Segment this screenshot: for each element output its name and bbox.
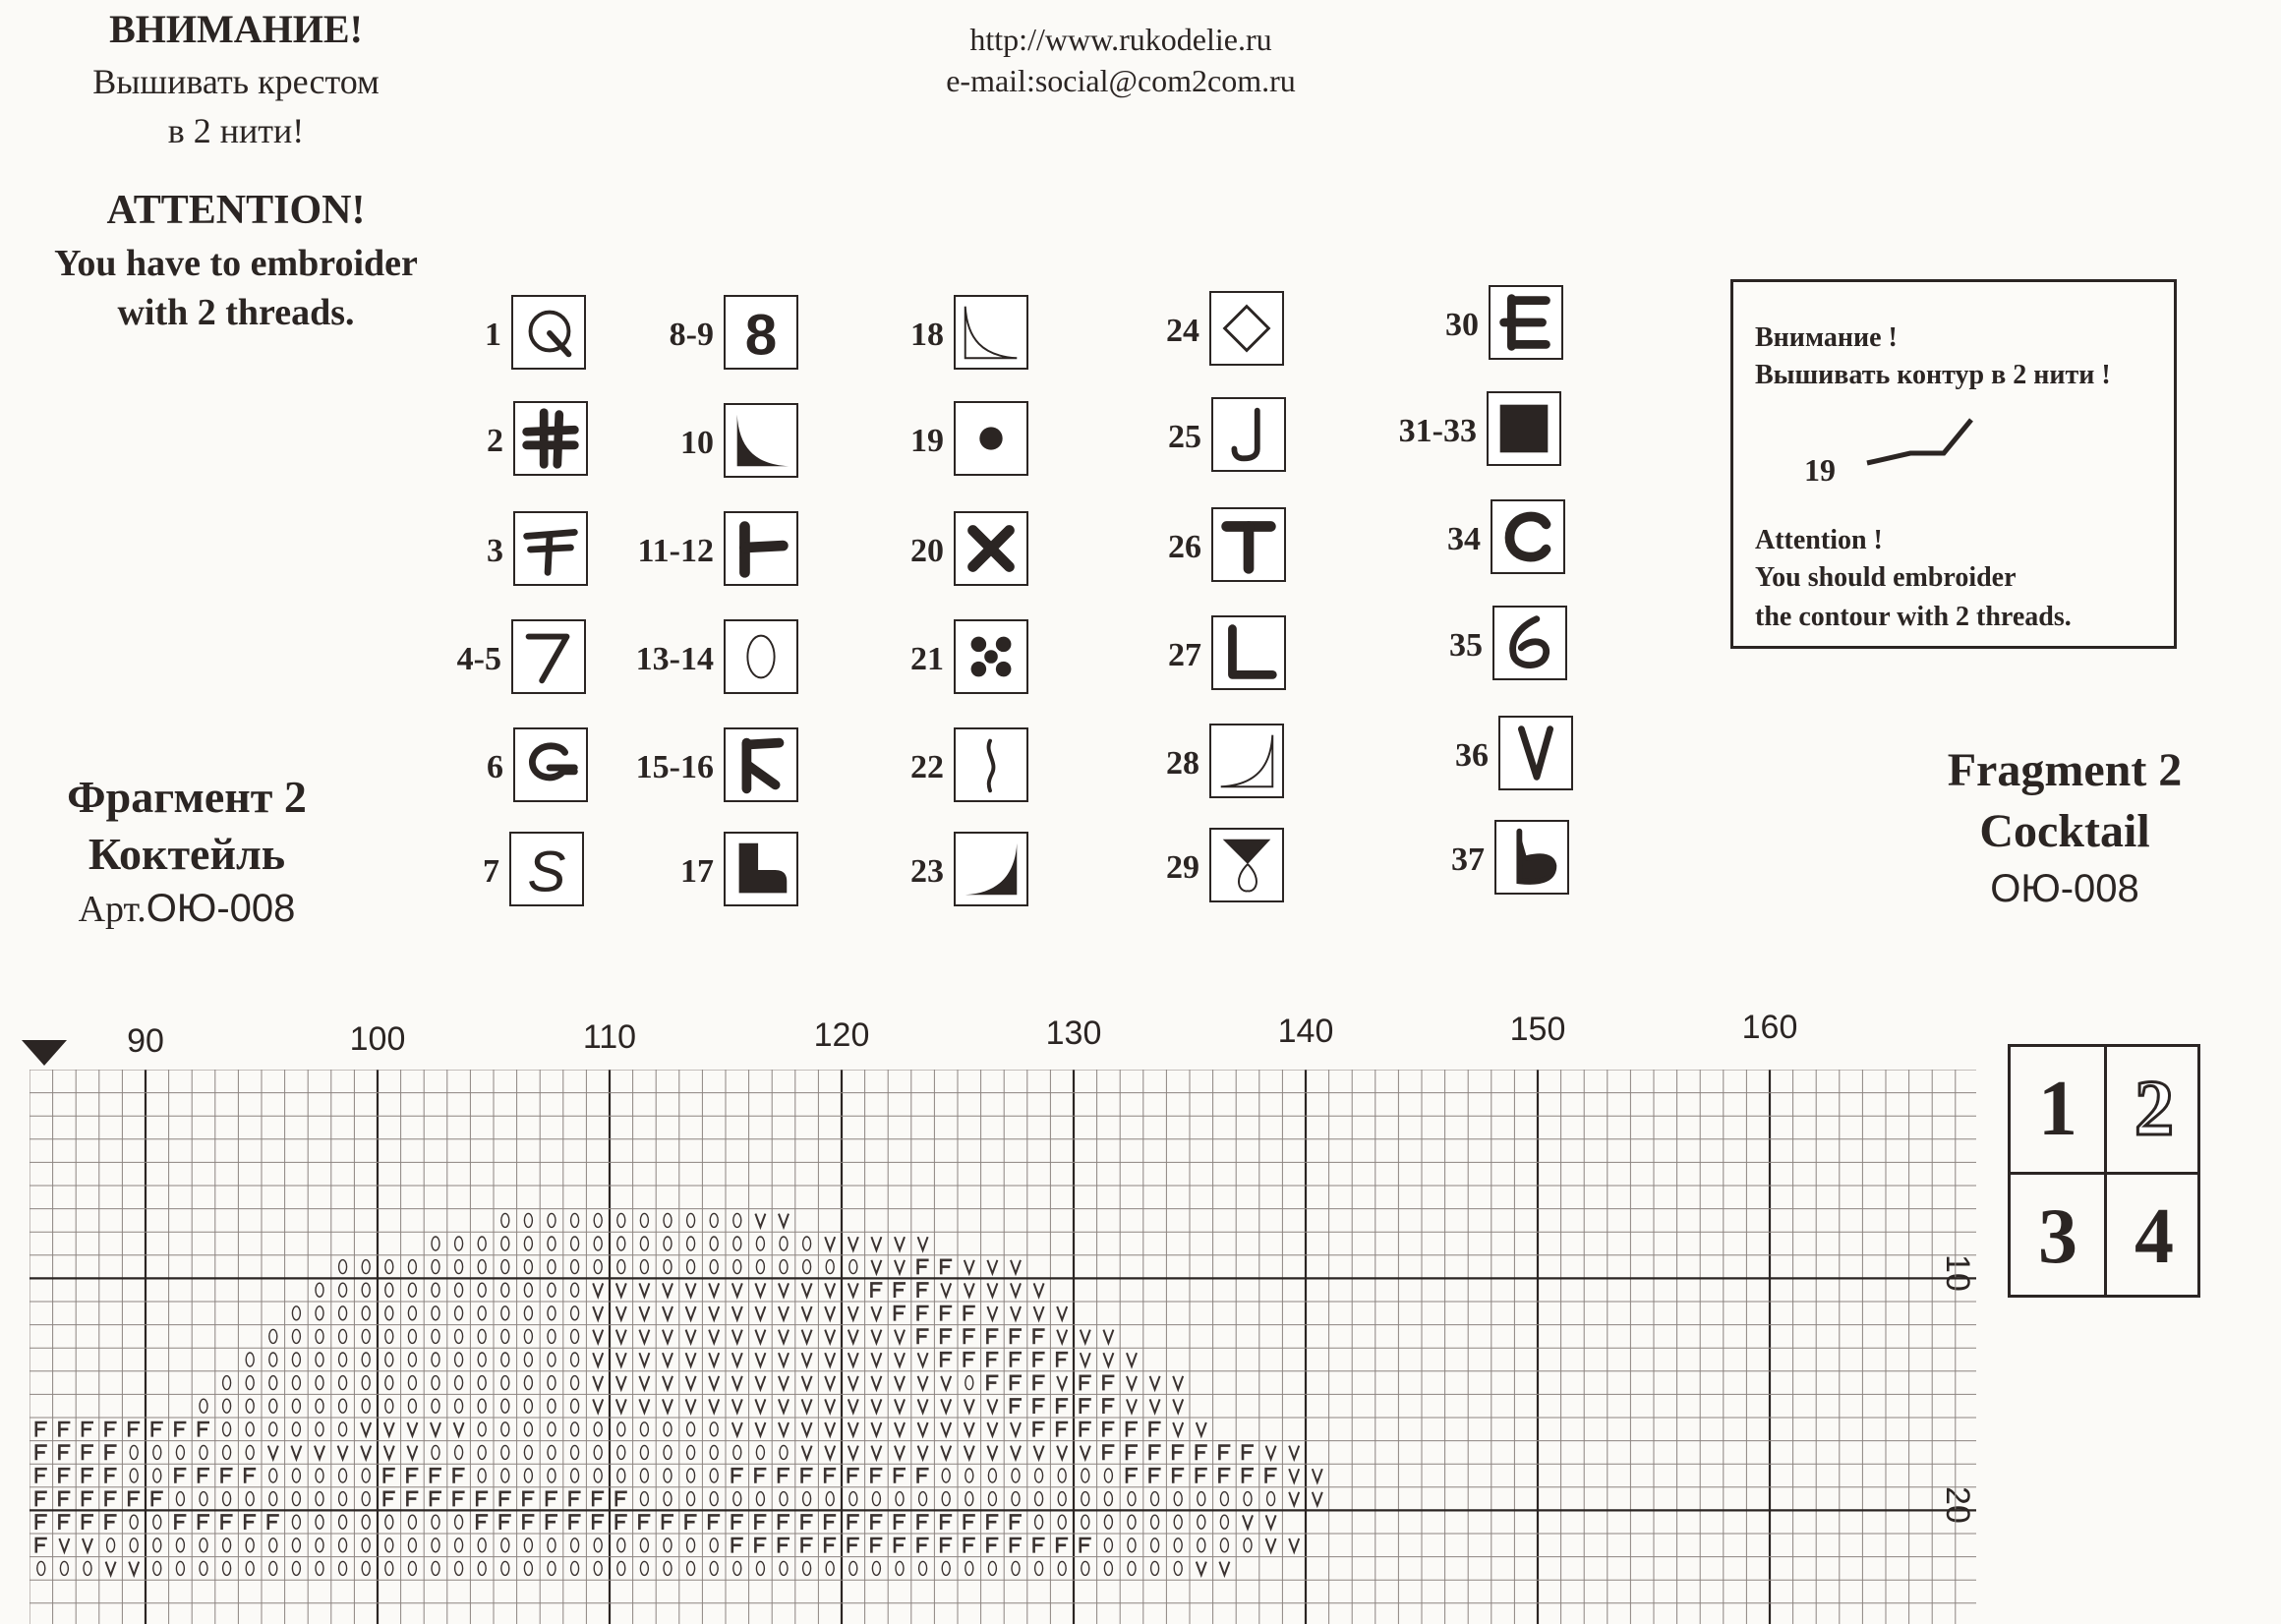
legend-number: 30 — [1445, 307, 1479, 343]
fragment-ru-article — [20, 887, 354, 931]
fragment-3: 3 — [2038, 1193, 2077, 1280]
outline-triangle-symbol-icon — [954, 295, 1028, 370]
legend-number: 25 — [1168, 419, 1201, 455]
oval-symbol-icon — [724, 619, 798, 694]
contour-notice-box — [1730, 279, 2177, 649]
fragment-4: 4 — [2135, 1193, 2174, 1280]
g-symbol-icon — [513, 727, 588, 802]
legend-number: 13-14 — [635, 641, 714, 677]
start-marker-icon — [22, 1038, 71, 1068]
y-axis-label: 20 — [1939, 1486, 1976, 1525]
dot-symbol-icon — [954, 401, 1028, 476]
x-axis-label: 130 — [1045, 1015, 1102, 1052]
warning-ru-line2: в 2 нити! — [167, 111, 305, 150]
fragment-en-title: Fragment 2 — [1947, 744, 2183, 796]
diamond-symbol-icon — [1209, 291, 1284, 366]
x-axis-label: 90 — [127, 1022, 164, 1060]
outline-triangle-right-symbol-icon — [1209, 724, 1284, 798]
legend-number: 23 — [910, 853, 944, 890]
legend-number: 1 — [485, 317, 501, 353]
e-symbol-icon — [1489, 285, 1563, 360]
legend-number: 26 — [1168, 529, 1201, 565]
s-symbol-icon — [509, 832, 584, 906]
legend-number: 29 — [1166, 849, 1199, 886]
h-bar-symbol-icon — [724, 511, 798, 586]
article-code: ОЮ-008 — [146, 887, 296, 930]
y-axis-label: 10 — [1939, 1254, 1976, 1293]
legend-number: 4-5 — [456, 641, 501, 677]
legend-number: 6 — [487, 749, 503, 785]
x-axis-label: 150 — [1509, 1011, 1566, 1048]
fragment-ru-name: Коктейль — [88, 829, 286, 879]
x-axis-label: 100 — [349, 1020, 406, 1058]
legend-number: 15-16 — [635, 749, 714, 785]
legend-number: 21 — [910, 641, 944, 677]
six-symbol-icon — [1492, 606, 1567, 680]
legend-number: 3 — [487, 533, 503, 569]
warning-ru-line1: Вышивать крестом — [92, 62, 380, 101]
l-block-symbol-icon — [724, 832, 798, 906]
legend-number: 37 — [1451, 841, 1485, 878]
f-symbol-icon — [724, 727, 798, 802]
legend-number: 36 — [1455, 737, 1489, 774]
x-axis-label: 140 — [1277, 1013, 1334, 1050]
legend-number: 8-9 — [669, 317, 714, 353]
seven-symbol-icon — [511, 619, 586, 694]
warning-en-title: ATTENTION! — [106, 188, 366, 233]
t-symbol-icon — [1211, 507, 1286, 582]
contour-line-icon — [1861, 414, 1979, 473]
legend-number: 18 — [910, 317, 944, 353]
pattern-grid — [29, 1070, 1976, 1624]
x-axis-label: 120 — [813, 1016, 870, 1054]
legend-number: 10 — [680, 425, 714, 461]
x-axis-label: 110 — [582, 1018, 637, 1056]
curved-triangle-symbol-icon — [724, 403, 798, 478]
legend-number: 27 — [1168, 637, 1201, 673]
notice-contour-number: 19 — [1804, 452, 1836, 488]
legend-number: 2 — [487, 423, 503, 459]
warning-ru-title: ВНИМАНИЕ! — [109, 7, 363, 51]
notice-en-line3: the contour with 2 threads. — [1755, 602, 2072, 632]
hourglass-symbol-icon — [1209, 828, 1284, 902]
svg-text:8: 8 — [744, 303, 778, 368]
l-symbol-icon — [1211, 615, 1286, 690]
eight-symbol-icon — [724, 295, 798, 370]
svg-text:S: S — [527, 840, 566, 904]
legend-number: 31-33 — [1398, 413, 1477, 449]
fragment-1: 1 — [2038, 1066, 2077, 1152]
v-symbol-icon — [1498, 716, 1573, 790]
notice-ru-line1: Внимание ! — [1755, 322, 1898, 353]
notice-en-line2: You should embroider — [1755, 562, 2017, 593]
legend-number: 24 — [1166, 313, 1199, 349]
c-symbol-icon — [1491, 499, 1565, 574]
legend-number: 34 — [1447, 521, 1481, 557]
contact-email: e-mail:social@com2com.ru — [946, 63, 1296, 98]
four-dots-symbol-icon — [954, 619, 1028, 694]
fragment-en-code: ОЮ-008 — [1990, 867, 2139, 910]
legend-number: 35 — [1449, 627, 1483, 664]
legend-number: 19 — [910, 423, 944, 459]
legend-number: 28 — [1166, 745, 1199, 782]
t-bar-symbol-icon — [513, 511, 588, 586]
fragment-2-selected: 2 — [2135, 1066, 2174, 1152]
b-symbol-icon — [1494, 820, 1569, 895]
legend-number: 22 — [910, 749, 944, 785]
filled-triangle-symbol-icon — [954, 832, 1028, 906]
hash-symbol-icon — [513, 401, 588, 476]
website-url: http://www.rukodelie.ru — [969, 22, 1272, 57]
legend-number: 7 — [483, 853, 499, 890]
warning-en-line2: with 2 threads. — [117, 292, 355, 333]
fragment-en-name: Cocktail — [1979, 805, 2150, 857]
fragment-ru-title: Фрагмент 2 — [67, 772, 307, 822]
s-curve-symbol-icon — [954, 727, 1028, 802]
legend-number: 20 — [910, 533, 944, 569]
legend-number: 11-12 — [637, 533, 714, 569]
x-symbol-icon — [954, 511, 1028, 586]
notice-ru-line2: Вышивать контур в 2 нити ! — [1755, 360, 2111, 390]
warning-en-line1: You have to embroider — [54, 243, 418, 284]
q-symbol-icon — [511, 295, 586, 370]
x-axis-label: 160 — [1741, 1009, 1798, 1046]
j-symbol-icon — [1211, 397, 1286, 472]
square-symbol-icon — [1487, 391, 1561, 466]
fragment-selector — [2008, 1044, 2200, 1298]
legend-number: 17 — [680, 853, 714, 890]
article-prefix: Арт. — [78, 889, 146, 930]
notice-en-line1: Attention ! — [1755, 525, 1883, 555]
